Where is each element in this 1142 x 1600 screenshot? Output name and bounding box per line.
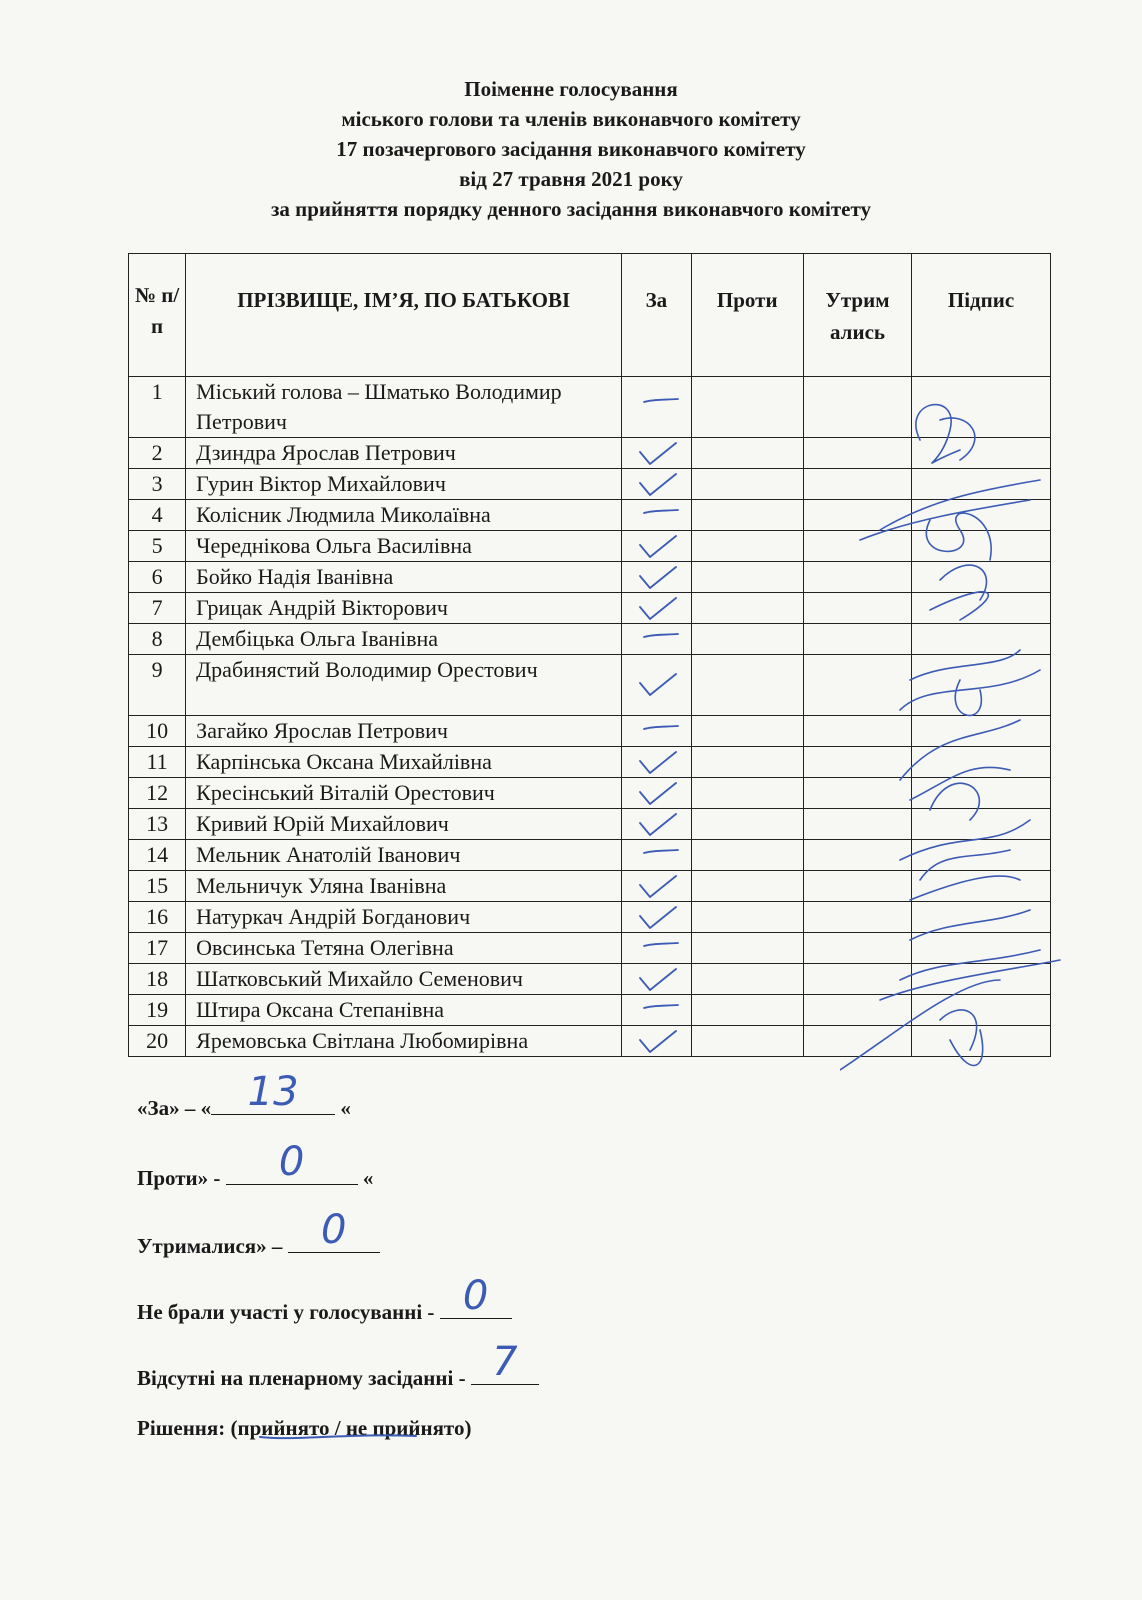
summary-for-end: « — [335, 1096, 351, 1120]
summary-not-voted-value: 0 — [462, 1273, 489, 1319]
row-vote-for — [622, 840, 691, 871]
summary-absent-label: Відсутні на пленарному засіданні - — [137, 1366, 471, 1390]
summary-against — [137, 1139, 374, 1191]
checkmark-icon — [638, 442, 678, 466]
checkmark-icon — [638, 566, 678, 590]
row-vote-for — [622, 469, 691, 500]
checkmark-icon — [638, 751, 678, 775]
table-header-row — [129, 254, 1051, 377]
row-vote-against — [691, 995, 803, 1026]
row-vote-against — [691, 531, 803, 562]
summary-absent-value: 7 — [492, 1339, 518, 1385]
checkmark-icon — [638, 906, 678, 930]
row-vote-for — [622, 655, 691, 716]
summary-against-value: 0 — [278, 1139, 305, 1185]
header-abstained: Утрим ались — [803, 254, 911, 377]
summary-abstained-label: Утрималися» – — [137, 1234, 288, 1258]
row-name: Гурин Віктор Михайлович — [186, 469, 622, 500]
row-vote-for — [622, 902, 691, 933]
row-vote-against — [691, 562, 803, 593]
row-name: Драбинястий Володимир Орестович — [186, 655, 622, 716]
header-for: За — [622, 254, 691, 377]
summary-abstained — [137, 1207, 380, 1259]
row-name: Бойко Надія Іванівна — [186, 562, 622, 593]
row-vote-against — [691, 438, 803, 469]
row-number: 12 — [129, 778, 186, 809]
row-number: 1 — [129, 377, 186, 438]
row-name: Мельничук Уляна Іванівна — [186, 871, 622, 902]
checkmark-icon — [638, 968, 678, 992]
title-line-2: міського голови та членів виконавчого комітету — [341, 107, 801, 131]
dash-mark-icon — [642, 506, 680, 518]
row-number: 18 — [129, 964, 186, 995]
row-name: Кривий Юрій Михайлович — [186, 809, 622, 840]
header-name: ПРІЗВИЩЕ, ІМ’Я, ПО БАТЬКОВІ — [186, 254, 622, 377]
summary-not-voted — [137, 1273, 512, 1325]
row-vote-against — [691, 593, 803, 624]
dash-mark-icon — [642, 395, 680, 407]
summary-for-line — [211, 1069, 335, 1115]
row-name: Колісник Людмила Миколаївна — [186, 500, 622, 531]
title-line-1: Поіменне голосування — [464, 77, 678, 101]
summary-absent — [137, 1339, 539, 1391]
row-number: 20 — [129, 1026, 186, 1057]
summary-not-voted-line — [440, 1273, 512, 1319]
checkmark-icon — [638, 673, 678, 697]
row-name: Шатковський Михайло Семенович — [186, 964, 622, 995]
row-number: 5 — [129, 531, 186, 562]
row-name: Загайко Ярослав Петрович — [186, 716, 622, 747]
row-vote-for — [622, 716, 691, 747]
dash-mark-icon — [642, 630, 680, 642]
row-name: Грицак Андрій Вікторович — [186, 593, 622, 624]
row-vote-for — [622, 593, 691, 624]
row-name: Дембіцька Ольга Іванівна — [186, 624, 622, 655]
header-against: Проти — [691, 254, 803, 377]
row-vote-against — [691, 871, 803, 902]
summary-against-line — [226, 1139, 358, 1185]
row-number: 6 — [129, 562, 186, 593]
row-vote-for — [622, 809, 691, 840]
summary-abstained-value: 0 — [320, 1207, 347, 1253]
header-signature: Підпис — [912, 254, 1051, 377]
summary-abstained-line — [288, 1207, 380, 1253]
decision-underline-scribble — [258, 1427, 418, 1443]
row-vote-for — [622, 871, 691, 902]
row-vote-for — [622, 624, 691, 655]
row-vote-against — [691, 964, 803, 995]
row-vote-against — [691, 624, 803, 655]
row-vote-against — [691, 500, 803, 531]
dash-mark-icon — [642, 939, 680, 951]
title-line-3: 17 позачергового засідання виконавчого комітету — [336, 137, 806, 161]
summary-absent-line — [471, 1339, 539, 1385]
row-vote-against — [691, 933, 803, 964]
row-name: Штира Оксана Степанівна — [186, 995, 622, 1026]
signatures-scribble — [840, 380, 1080, 1100]
row-vote-against — [691, 655, 803, 716]
row-number: 16 — [129, 902, 186, 933]
row-name: Карпінська Оксана Михайлівна — [186, 747, 622, 778]
row-number: 2 — [129, 438, 186, 469]
row-number: 17 — [129, 933, 186, 964]
row-vote-against — [691, 902, 803, 933]
checkmark-icon — [638, 813, 678, 837]
document-title — [0, 74, 1142, 224]
summary-not-voted-label: Не брали участі у голосуванні - — [137, 1300, 440, 1324]
row-vote-against — [691, 716, 803, 747]
row-vote-for — [622, 747, 691, 778]
row-number: 3 — [129, 469, 186, 500]
row-name: Кресінський Віталій Орестович — [186, 778, 622, 809]
row-number: 15 — [129, 871, 186, 902]
row-number: 19 — [129, 995, 186, 1026]
summary-for-label: «За» – « — [137, 1096, 212, 1120]
checkmark-icon — [638, 597, 678, 621]
row-vote-for — [622, 964, 691, 995]
row-vote-for — [622, 778, 691, 809]
row-vote-for — [622, 438, 691, 469]
row-name: Дзиндра Ярослав Петрович — [186, 438, 622, 469]
dash-mark-icon — [642, 1001, 680, 1013]
summary-decision: Рішення: (прийнято / не прийнято) — [137, 1416, 472, 1440]
row-vote-against — [691, 840, 803, 871]
dash-mark-icon — [642, 722, 680, 734]
title-line-5: за прийняття порядку денного засідання виконавчого комітету — [270, 197, 872, 221]
row-vote-against — [691, 1026, 803, 1057]
row-name: Натуркач Андрій Богданович — [186, 902, 622, 933]
checkmark-icon — [638, 875, 678, 899]
row-number: 8 — [129, 624, 186, 655]
row-vote-against — [691, 469, 803, 500]
row-vote-against — [691, 377, 803, 438]
dash-mark-icon — [642, 846, 680, 858]
row-number: 10 — [129, 716, 186, 747]
row-vote-for — [622, 995, 691, 1026]
summary-for — [137, 1069, 351, 1121]
row-name: Міський голова – Шматько Володимир Петрович — [186, 377, 622, 438]
row-vote-for — [622, 531, 691, 562]
row-vote-for — [622, 562, 691, 593]
header-num: № п/ п — [129, 254, 186, 377]
row-number: 4 — [129, 500, 186, 531]
row-vote-for — [622, 500, 691, 531]
row-name: Яремовська Світлана Любомирівна — [186, 1026, 622, 1057]
row-vote-for — [622, 1026, 691, 1057]
checkmark-icon — [638, 535, 678, 559]
summary-against-label: Проти» - — [137, 1166, 226, 1190]
row-number: 11 — [129, 747, 186, 778]
row-name: Мельник Анатолій Іванович — [186, 840, 622, 871]
row-number: 9 — [129, 655, 186, 716]
row-vote-for — [622, 933, 691, 964]
row-number: 14 — [129, 840, 186, 871]
summary-for-value: 13 — [247, 1069, 299, 1115]
row-number: 13 — [129, 809, 186, 840]
title-line-4: від 27 травня 2021 року — [459, 167, 683, 191]
row-name: Череднікова Ольга Василівна — [186, 531, 622, 562]
row-name: Овсинська Тетяна Олегівна — [186, 933, 622, 964]
checkmark-icon — [638, 473, 678, 497]
row-vote-against — [691, 778, 803, 809]
row-number: 7 — [129, 593, 186, 624]
checkmark-icon — [638, 1030, 678, 1054]
row-vote-against — [691, 747, 803, 778]
summary-against-end: « — [357, 1166, 374, 1190]
row-vote-against — [691, 809, 803, 840]
row-vote-for — [622, 377, 691, 438]
checkmark-icon — [638, 782, 678, 806]
